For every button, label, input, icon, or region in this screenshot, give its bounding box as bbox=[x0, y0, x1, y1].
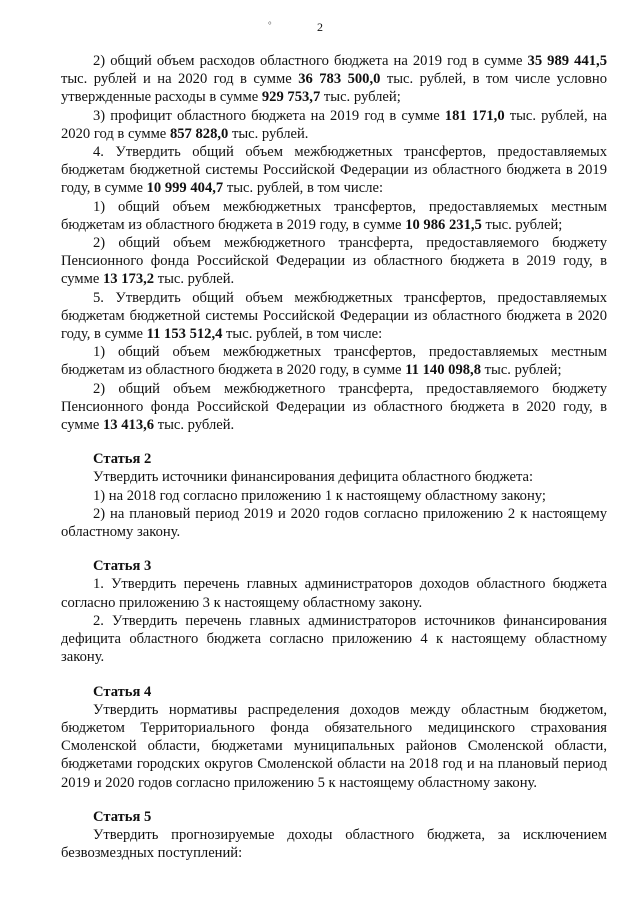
article-4-heading: Статья 4 bbox=[93, 683, 152, 700]
article-2-heading: Статья 2 bbox=[93, 451, 152, 468]
article-2-item-2: 2) на плановый период 2019 и 2020 годов согласно приложению 2 к настоящему областному закону. bbox=[61, 505, 607, 541]
paragraph-local-transfers-2019: 1) общий объем межбюджетных трансфертов, предоставляемых местным бюджетам из областного бюджета в 2019 году, в сумме 10 986 231,5 тыс. рублей; bbox=[61, 198, 607, 233]
page-number: 2 bbox=[317, 20, 323, 34]
paragraph-transfers-2020: 5. Утвердить общий объем межбюджетных трансфертов, предоставляемых бюджетам бюджетной системы Российской Федерации из областного бюджета в 2020 году, в сумме 11 153 512,4 тыс. рублей, в том числе: bbox=[61, 289, 607, 343]
paragraph-pension-transfer-2019: 2) общий объем межбюджетного трансферта, предоставляемого бюджету Пенсионного фонда Российской Федерации из областного бюджета в 2019 году, в сумме 13 173,2 тыс. рублей. bbox=[61, 235, 607, 288]
article-3-heading: Статья 3 bbox=[93, 558, 152, 575]
article-2-intro: Утвердить источники финансирования дефицита областного бюджета: bbox=[93, 469, 534, 486]
paragraph-pension-transfer-2020: 2) общий объем межбюджетного трансферта, предоставляемого бюджету Пенсионного фонда Российской Федерации из областного бюджета в 2020 году, в сумме 13 413,6 тыс. рублей. bbox=[61, 380, 607, 434]
paragraph-surplus: 3) профицит областного бюджета на 2019 год в сумме 181 171,0 тыс. рублей, на 2020 год в сумме 857 828,0 тыс. рублей. bbox=[61, 107, 607, 142]
paragraph-local-transfers-2020: 1) общий объем межбюджетных трансфертов, предоставляемых местным бюджетам из областного бюджета в 2020 году, в сумме 11 140 098,8 тыс. рублей; bbox=[61, 344, 607, 379]
article-2-item-1: 1) на 2018 год согласно приложению 1 к настоящему областному закону; bbox=[93, 487, 546, 504]
scan-mark: ° bbox=[268, 20, 272, 30]
article-5-heading: Статья 5 bbox=[93, 808, 152, 825]
article-4-text: Утвердить нормативы распределения доходов между областным бюджетом, бюджетом Территориального фонда обязательного медицинского страхования Смоленской области, бюджетами муниципальных районов Смоленской области, бюджетами городских округов Смоленской области на 2018 год и на плановый период 2019 и 2020 годов согласно приложению 5 к настоящему областному закону. bbox=[61, 701, 607, 791]
document-body bbox=[61, 52, 607, 862]
article-5-text: Утвердить прогнозируемые доходы областного бюджета, за исключением безвозмездных поступлений: bbox=[61, 826, 607, 862]
paragraph-expenditures: 2) общий объем расходов областного бюджета на 2019 год в сумме 35 989 441,5 тыс. рублей и на 2020 год в сумме 36 783 500,0 тыс. рублей, в том числе условно утвержденные расходы в сумме 929 753,7 тыс. рублей; bbox=[61, 53, 607, 106]
article-3-item-1: 1. Утвердить перечень главных администраторов доходов областного бюджета согласно приложению 3 к настоящему областному закону. bbox=[61, 576, 607, 611]
article-3-item-2: 2. Утвердить перечень главных администраторов источников финансирования дефицита областного бюджета согласно приложению 4 к настоящему областному закону. bbox=[61, 612, 607, 666]
paragraph-transfers-2019: 4. Утвердить общий объем межбюджетных трансфертов, предоставляемых бюджетам бюджетной системы Российской Федерации из областного бюджета в 2019 году, в сумме 10 999 404,7 тыс. рублей, в том числе: bbox=[61, 144, 607, 197]
